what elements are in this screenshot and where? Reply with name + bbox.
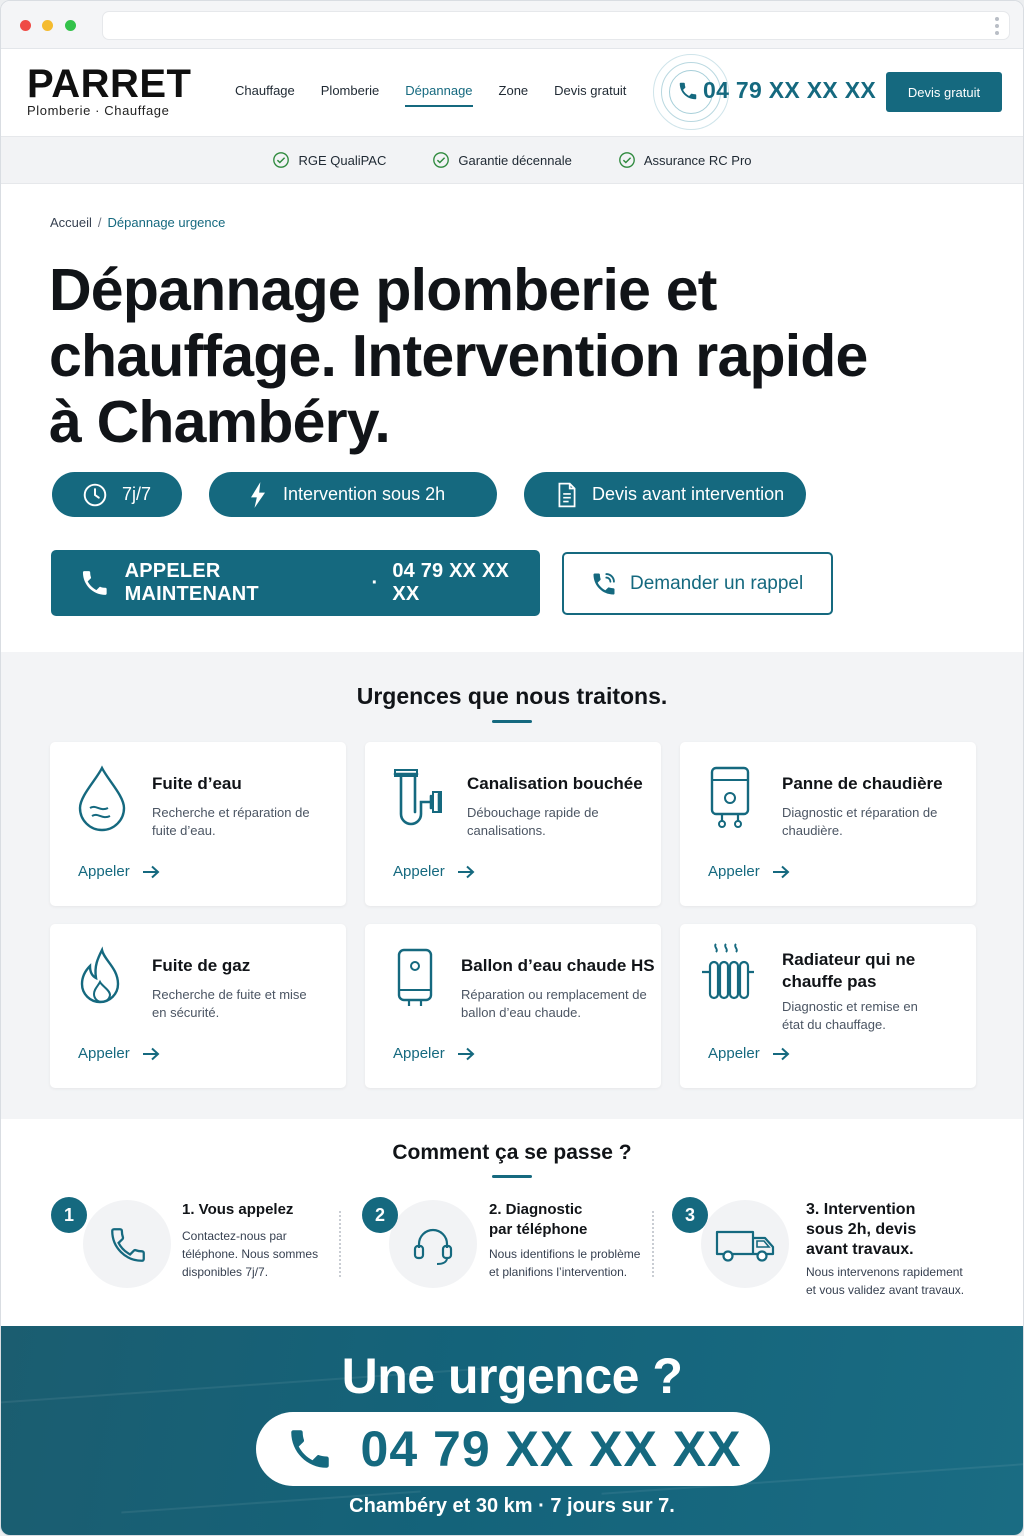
breadcrumb (50, 215, 225, 230)
main-nav (235, 83, 626, 98)
card-title: Fuite de gaz (152, 956, 251, 975)
breadcrumb-home[interactable]: Accueil (50, 215, 92, 230)
urgence-card-fuite-eau[interactable] (50, 742, 346, 906)
trust-item-garantie (432, 151, 571, 169)
feature-pill-devis (524, 472, 806, 517)
title-underline (492, 1175, 532, 1178)
arrow-right-icon (457, 865, 475, 879)
arrow-right-icon (772, 865, 790, 879)
trust-item-assurance (618, 151, 752, 169)
minimize-window-button[interactable] (42, 20, 53, 31)
step-1-badge: 1 (51, 1197, 87, 1233)
urgency-phone-button[interactable] (256, 1412, 770, 1486)
urgence-card-fuite-gaz[interactable] (50, 924, 346, 1088)
browser-menu-icon[interactable] (995, 17, 999, 38)
check-circle-icon (272, 151, 290, 169)
phone-icon (285, 1424, 335, 1474)
header-devis-button[interactable]: Devis gratuit (886, 72, 1002, 112)
feature-pill-label: Devis avant intervention (592, 484, 785, 504)
card-call-link[interactable] (393, 863, 475, 880)
check-circle-icon (618, 151, 636, 169)
arrow-right-icon (142, 1047, 160, 1061)
request-callback-label: Demander un rappel (630, 572, 804, 594)
step-2-description: Nous identifions le problème et planifions l’intervention. (489, 1247, 641, 1279)
card-description: Recherche et réparation de fuite d’eau. (152, 805, 310, 838)
step-divider (652, 1211, 654, 1277)
close-window-button[interactable] (20, 20, 31, 31)
urgency-phone-number: 04 79 XX XX XX (360, 1421, 742, 1477)
van-icon (715, 1226, 777, 1264)
logo[interactable] (27, 62, 192, 118)
step-3-description: Nous intervenons rapidement et vous validez avant travaux. (806, 1265, 965, 1297)
card-call-link-label: Appeler (708, 1045, 760, 1062)
breadcrumb-current[interactable]: Dépannage urgence (107, 215, 226, 230)
step-2-badge: 2 (362, 1197, 398, 1233)
card-description: Réparation ou remplacement de ballon d’eau chaude. (461, 987, 647, 1020)
card-call-link[interactable] (78, 1045, 160, 1062)
step-2-title: 2. Diagnostic par téléphone (489, 1201, 588, 1238)
call-now-dot: · (371, 571, 379, 594)
browser-toolbar (1, 1, 1023, 49)
process-title (1, 1141, 1023, 1178)
card-call-link[interactable] (393, 1045, 475, 1062)
nav-item-zone[interactable]: Zone (498, 83, 529, 98)
card-description: Diagnostic et réparation de chaudière. (782, 805, 938, 838)
nav-item-plomberie[interactable]: Plomberie (320, 83, 380, 98)
urgence-card-canalisation[interactable] (365, 742, 661, 906)
card-title: Ballon d’eau chaude HS (461, 956, 655, 975)
maximize-window-button[interactable] (65, 20, 76, 31)
nav-item-depannage[interactable]: Dépannage (405, 83, 473, 98)
bolt-icon (247, 481, 269, 509)
site-header (1, 50, 1023, 136)
card-title: Canalisation bouchée (467, 774, 643, 793)
call-now-button[interactable] (51, 550, 540, 616)
trust-label: Garantie décennale (458, 152, 572, 168)
page-title: Dépannage plomberie et chauffage. Intervention rapide à Chambéry. (49, 257, 868, 455)
step-3-badge: 3 (672, 1197, 708, 1233)
arrow-right-icon (142, 865, 160, 879)
feature-pill-label: Intervention sous 2h (283, 484, 446, 504)
headset-icon (411, 1224, 455, 1266)
trust-label: Assurance RC Pro (643, 152, 752, 168)
card-call-link-label: Appeler (708, 863, 760, 880)
trust-bar (1, 136, 1023, 184)
card-call-link-label: Appeler (78, 863, 130, 880)
step-1-title: 1. Vous appelez (182, 1201, 294, 1218)
urgence-card-ballon[interactable] (365, 924, 661, 1088)
urgency-title: Une urgence ? (341, 1348, 683, 1404)
urgency-subtitle: Chambéry et 30 km · 7 jours sur 7. (349, 1495, 675, 1517)
water-heater-icon (389, 946, 445, 1014)
call-now-label: APPELER MAINTENANT (124, 560, 259, 605)
trust-item-rge (272, 151, 386, 169)
step-divider (339, 1211, 341, 1277)
card-title: Radiateur qui ne chauffe pas (782, 950, 916, 991)
breadcrumb-separator: / (97, 215, 102, 230)
call-now-number: 04 79 XX XX XX (392, 560, 510, 605)
urgence-card-radiateur[interactable] (680, 924, 976, 1088)
card-title: Fuite d’eau (152, 774, 242, 793)
nav-item-chauffage[interactable]: Chauffage (235, 83, 295, 98)
card-call-link[interactable] (708, 863, 790, 880)
phone-icon (79, 567, 111, 599)
card-call-link-label: Appeler (393, 1045, 445, 1062)
phone-icon (107, 1224, 149, 1266)
feature-pill-intervention (209, 472, 497, 517)
address-bar[interactable] (102, 11, 1010, 40)
step-3-title: 3. Intervention sous 2h, devis avant travaux. (806, 1201, 917, 1258)
check-circle-icon (432, 151, 450, 169)
card-call-link[interactable] (708, 1045, 790, 1062)
feature-pill-label: 7j/7 (122, 484, 152, 504)
water-drop-icon (74, 764, 130, 832)
step-3-icon-circle (701, 1200, 789, 1288)
request-callback-button[interactable] (562, 552, 833, 615)
process-title-text: Comment ça se passe ? (392, 1141, 632, 1164)
flame-icon (74, 946, 130, 1014)
arrow-right-icon (772, 1047, 790, 1061)
title-underline (492, 720, 532, 723)
header-phone-link[interactable] (653, 54, 883, 132)
card-title: Panne de chaudière (782, 774, 943, 793)
urgences-title-text: Urgences que nous traitons. (356, 683, 668, 709)
card-call-link-label: Appeler (393, 863, 445, 880)
header-phone-number: 04 79 XX XX XX (703, 77, 876, 103)
logo-tagline: Plomberie · Chauffage (27, 103, 170, 118)
step-2-icon-circle (389, 1200, 477, 1288)
card-description: Débouchage rapide de canalisations. (467, 805, 599, 838)
urgence-card-chaudiere[interactable] (680, 742, 976, 906)
feature-pill-7j7 (52, 472, 182, 517)
document-icon (556, 482, 578, 508)
card-description: Recherche de fuite et mise en sécurité. (152, 987, 307, 1020)
card-call-link-label: Appeler (78, 1045, 130, 1062)
card-description: Diagnostic et remise en état du chauffage. (782, 999, 918, 1032)
nav-item-devis-gratuit[interactable]: Devis gratuit (554, 83, 627, 98)
logo-name: PARRET (27, 62, 192, 106)
urgences-title (1, 683, 1023, 723)
phone-icon (677, 80, 699, 102)
arrow-right-icon (457, 1047, 475, 1061)
phone-callback-icon (590, 570, 618, 598)
clock-icon (82, 482, 108, 508)
trust-label: RGE QualiPAC (298, 152, 387, 168)
pipe-icon (389, 764, 445, 832)
radiator-icon (700, 940, 756, 1008)
boiler-icon (704, 764, 760, 832)
step-1-description: Contactez-nous par téléphone. Nous sommes disponibles 7j/7. (182, 1229, 319, 1279)
step-1-icon-circle (83, 1200, 171, 1288)
card-call-link[interactable] (78, 863, 160, 880)
